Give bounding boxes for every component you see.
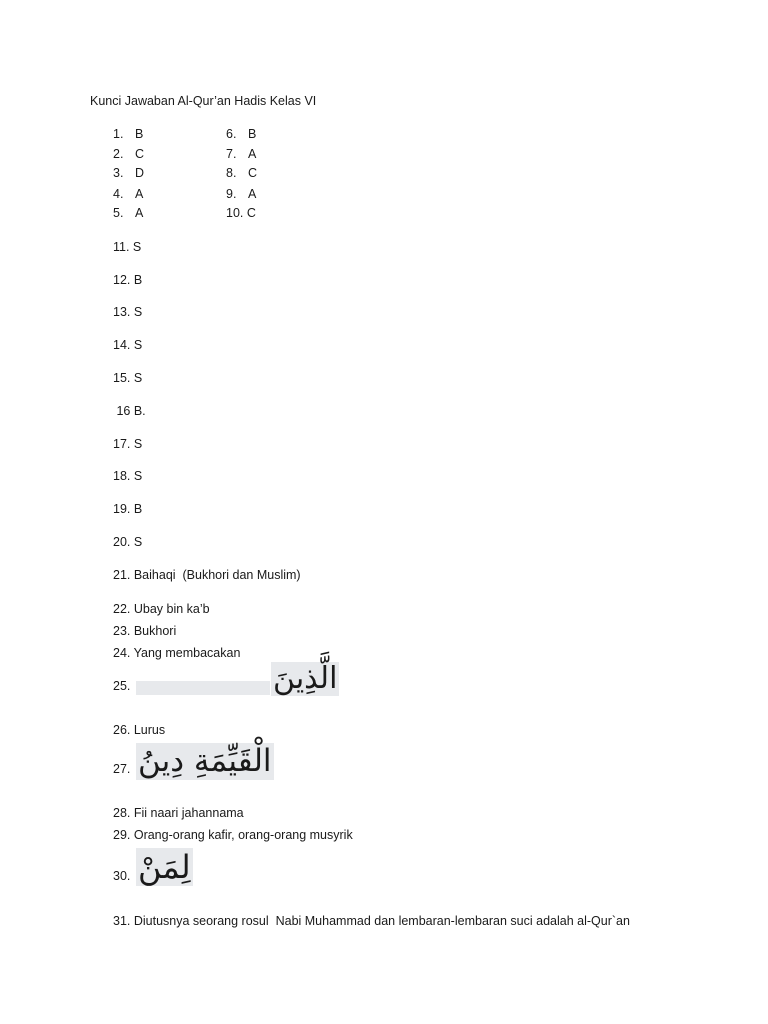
list-item: 17. S: [113, 437, 143, 451]
list-item: 2. C: [113, 147, 145, 161]
list-item: 28. Fii naari jahannama: [113, 806, 244, 820]
arabic-answer: لِمَنْ: [138, 848, 191, 886]
list-item: 10. C: [226, 206, 256, 220]
list-item: 13. S: [113, 305, 143, 319]
list-item: 25.: [113, 679, 131, 693]
list-item: 9. A: [226, 187, 257, 201]
list-item: 26. Lurus: [113, 723, 166, 737]
list-item: 18. S: [113, 469, 143, 483]
list-item: 19. B: [113, 502, 143, 516]
list-item: 24. Yang membacakan: [113, 646, 241, 660]
list-item: 20. S: [113, 535, 143, 549]
list-item: 29. Orang-orang kafir, orang-orang musyrik: [113, 828, 353, 842]
list-item: 1. B: [113, 127, 144, 141]
arabic-answer: الَّذِينَ: [273, 661, 338, 696]
highlight-blank: [136, 680, 270, 695]
arabic-answer: الْقَيِّمَةِ دِينُ: [138, 743, 272, 779]
list-item: 23. Bukhori: [113, 624, 177, 638]
list-item: 30.: [113, 869, 131, 883]
list-item: 31. Diutusnya seorang rosul Nabi Muhammad dan lembaran-lembaran suci adalah al-Qur`an: [113, 914, 630, 928]
list-item: 15. S: [113, 371, 143, 385]
list-item: 4. A: [113, 187, 144, 201]
list-item: 5. A: [113, 206, 144, 220]
list-item: 8. C: [226, 166, 258, 180]
list-item: 27.: [113, 762, 131, 776]
list-item: 22. Ubay bin ka’b: [113, 602, 210, 616]
list-item: 14. S: [113, 338, 143, 352]
list-item: 3. D: [113, 166, 145, 180]
list-item: 6. B: [226, 127, 257, 141]
list-item: 16 B.: [113, 404, 146, 418]
document-title: Kunci Jawaban Al-Qur’an Hadis Kelas VI: [90, 94, 317, 108]
list-item: 11. S: [113, 240, 142, 254]
list-item: 21. Baihaqi (Bukhori dan Muslim): [113, 568, 301, 582]
list-item: 7. A: [226, 147, 257, 161]
list-item: 12. B: [113, 273, 143, 287]
